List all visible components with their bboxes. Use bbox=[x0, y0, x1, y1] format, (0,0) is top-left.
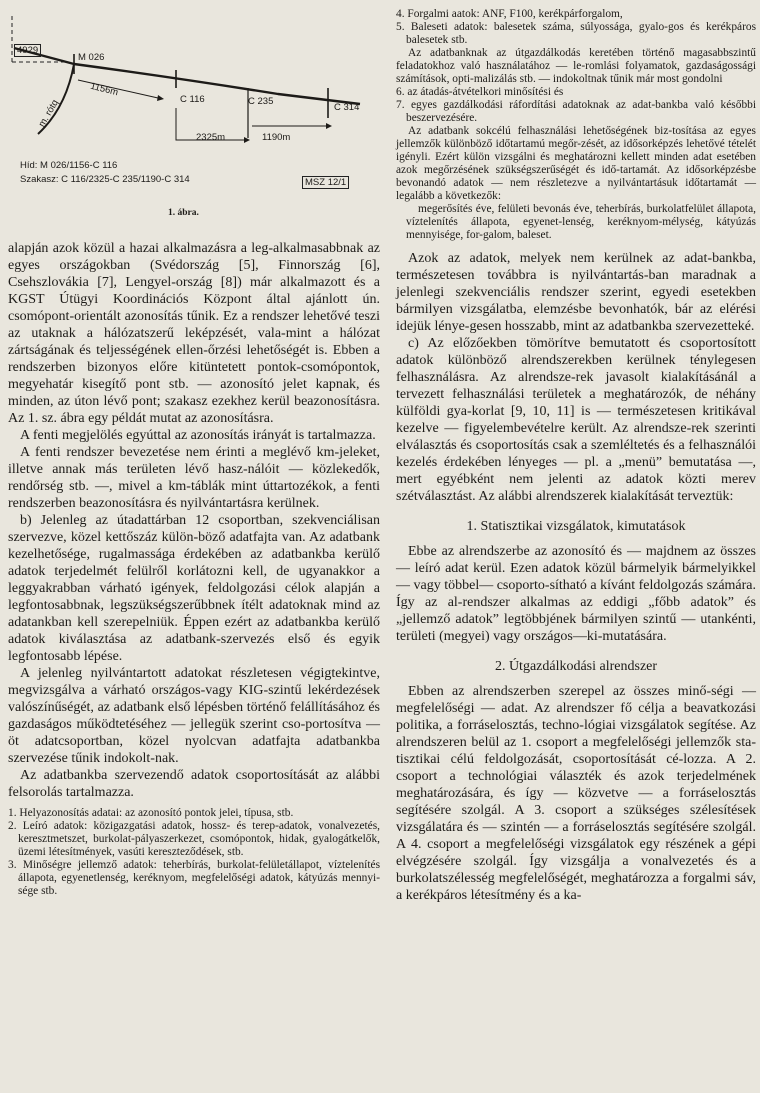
right-body bbox=[396, 250, 756, 904]
diagram-label-4929: 4929 bbox=[14, 44, 41, 57]
right-paragraph-1: Azok az adatok, melyek nem kerülnek az adat-bankba, természetesen továbbra is nyilvántartás-ban maradnak a jelenlegi szekvenciális rendszer szerint, egyedi esetekben bármilyen vizsgálatba, elemzésbe bevonhatók, bár az elérési idejük lénye-gesen hosszabb, mint az adatbankba szervezetteké. bbox=[396, 251, 756, 334]
right-column bbox=[396, 8, 756, 904]
diagram-label-m026: M 026 bbox=[78, 52, 105, 63]
diagram-legend-hid: Híd: M 026/1156-C 116 bbox=[20, 160, 118, 171]
right-paragraph-4: Ebben az alrendszerben szerepel az összes minő-ségi — megfelelőségi — adat. Az alrendszer fő célja a beavatkozási politika, a forráselosztás, techno-lógiai vizsgálatok segítése. Az alrendszeren belül az 1. csoport a megfelelőségi jellemzők sta-tisztikai célú feldolgozását, csoportosítását cé-lozza. A 2. csoport a technológiai választék és azok terjedelmének meghatározására, és így — közvetve — a forráselosztás segítésére szolgál. A 3. csoport a szükséges szélesítések vizsgálatára és — szintén — a forráselosztás segítésére szolgál. A 4. csoport a megfelelőségi vizsgálatok egy részének a gépi elvégzésére szolgál. Így vizsgálja a vonalvezetés és a burkolatszélesség megfelelőségét, meghatározza a forgalmi sáv, a kerékpáros létesítmény és a ka- bbox=[396, 684, 756, 903]
figure-1 bbox=[8, 8, 380, 216]
list-item: 6. az átadás-átvételkori minősítési és bbox=[396, 86, 564, 98]
right-small-paragraph-a: Az adatbanknak az útgazdálkodás keretében történő magasabbszintű feladatokhoz való használatához — le-romlási folyamatok, gazdaságossági számítások, opti-malizálás stb. — indokoltnak tűnik már most gondolni bbox=[396, 47, 756, 85]
left-paragraph-4: b) Jelenleg az útadattárban 12 csoportban, szekvenciálisan szervezve, közel kettőszáz külön-böző adatfajta van. Az adatbank kezelhetősége, rugalmassága érdekében az adatbankba kerülő adatok terjedelmét felülről korlátozni kell, de ugyanakkor a leggyakrabban várható igények, feldolgozási célok alapján a legfontosabbnak, legszükségszerűbbnek ítélt adatoknak mind az adatankban kell szerepelniük. Éppen ezért az adatbankba kerülő adatok kiválasztása az adatbank-szervezés első és egyik legfontosabb lépése. bbox=[8, 513, 380, 664]
diagram-label-c314: C 314 bbox=[334, 102, 360, 113]
diagram-label-msz: MSZ 12/1 bbox=[302, 176, 349, 189]
diagram-label-2325m: 2325m bbox=[196, 132, 226, 143]
diagram-label-1156m: 1156m bbox=[89, 80, 120, 99]
diagram-label-c235: C 235 bbox=[248, 96, 274, 107]
list-item: 5. Baleseti adatok: balesetek száma, súlyossága, gyalo-gos és kerékpáros balesetek stb. bbox=[396, 21, 756, 46]
right-small-paragraph-b: Az adatbank sokcélú felhasználási lehetőségének biz-tosítása az egyes jellemzők különböző időtartamú megőr-zését, az idősorképzés lehetővé tételét igényli. Ezért külön vizsgálni és meghatározni kellett minden adat esetében azok megőrzésének szükségszerűségét és idő-tartamát. Az idősorképzésbe bevonandó adatok — nem részletezve a nyilvántartásuk időtartamát — legalább a következők: bbox=[396, 125, 756, 202]
left-paragraph-3: A fenti rendszer bevezetése nem érinti a meglévő km-jeleket, illetve annak más területen lévő hasz-nálóit — közlekedők, rendőrség stb. —, mivel a km-táblák mint úttartozékok, a fenti rendszerben beazonosításra és nyilvántartásra kerülnek. bbox=[8, 445, 380, 511]
section-heading-2: 2. Útgazdálkodási alrendszer bbox=[494, 659, 658, 674]
right-paragraph-2: c) Az előzőekben tömörítve bemutatott és csoportosított adatok különböző alrendszerekben kerülnek ténylegesen felhasználásra. Az alrendsze-rek javasolt kialakításánál a tervezett felhasználási területek a meghatározók, de néhány külföldi gya-korlat [9, 10, 11] is — természetesen kritikával kezelve — figyelembevételre került. Az alrendsze-rek szerinti elválasztás és csoportosítás csak a szemléltetés és a felhasználói kezelés érdekében lényeges — pl. a „menü” bemutatása —, mert egyébként nem jelenti az adatok közti merev szétválasztást. Az alábbi alrendszerek kialakítását terveztük: bbox=[396, 336, 756, 504]
left-paragraph-1: alapján azok közül a hazai alkalmazásra a leg-alkalmasabbnak az egyes országokban (Svédország [5], Finnország [6], Csehszlovákia [7], Lengyel-ország [8]) már alkalmazott és a KGST Útügyi Koordinációs Központ által ajánlott ún. csomópont-orientált azonosítás tűnik. Ez a rendszer lehetővé teszi az utaknak a hálózatszerű leképzését, vala-mint a hálózat zártságának és teljességének ellen-őrzési lehetőségét is. Ebben a rendszerben bizonyos előre kitüntetett pontok-csomópontok, megyehatár kisegítő pont stb. — azonosító jelet kapnak, és minden, az úton lévő pont; szakasz ezekhez kerül beazonosításra. Az 1. sz. ábra egy példát mutat az azonosításra. bbox=[8, 241, 380, 426]
left-paragraph-2: A fenti megjelölés egyúttal az azonosítás irányát is tartalmazza. bbox=[20, 428, 376, 443]
list-item: 2. Leíró adatok: közigazgatási adatok, hossz- és terep-adatok, vonalvezetés, keresztmetszet, burkolat-pályaszerkezet, csomópontok, hidak, gyalogátkelők, üzemi létesítmények, vasúti kereszteződések, stb. bbox=[8, 820, 380, 858]
left-paragraph-6: Az adatbankba szervezendő adatok csoportosítását az alábbi felsorolás tartalmazza. bbox=[8, 768, 380, 800]
list-item: 7. egyes gazdálkodási ráfordítási adatoknak az adat-bankba való későbbi beszervezésére. bbox=[396, 99, 756, 124]
section-heading-1: 1. Statisztikai vizsgálatok, kimutatások bbox=[466, 519, 686, 534]
figure-caption: 1. ábra. bbox=[168, 208, 199, 218]
right-paragraph-3: Ebbe az alrendszerbe az azonosító és — majdnem az összes — leíró adat kerül. Ezen adatok közül bármelyik bármelyikkel — vagy többel— csoporto-sítható a kívánt feldolgozás számára. Így az al-rendszer alkalmas az eddigi „főbb adatok” és „jellemző adatok” legtöbbjének bármilyen szintű — utankénti, területi (megyei) vagy országos—ki-mutatására. bbox=[396, 544, 757, 644]
diagram-label-1190m: 1190m bbox=[262, 132, 291, 143]
list-item: 1. Helyazonosítás adatai: az azonosító pontok jelei, típusa, stb. bbox=[8, 807, 294, 819]
left-paragraph-5: A jelenleg nyilvántartott adatokat részletesen végigtekintve, megvizsgálva a várható országos-vagy KIG-szintű lekérdezések valószínűségét, az adatbank első lépésben történő felállításához és gazdaságos működtetéséhez — jellegük szerint cso-portosítva — öt adatcsoportban, közel nyolcvan adatfajta adatbankba szervezése tűnik indokolt-nak. bbox=[8, 666, 380, 766]
left-column bbox=[8, 8, 380, 898]
right-small-paragraph-c: megerősítés éve, felületi bevonás éve, teherbírás, burkolatfelület állapota, víztelenítés állapota, egyenet-lenség, keréknyom-mélység, kátyúzás mennyisége, for-galom, baleset. bbox=[406, 203, 756, 241]
diagram-label-road: m. rótq bbox=[36, 97, 61, 130]
list-item: 3. Minőségre jellemző adatok: teherbírás, burkolat-felületállapot, víztelenítés állapota, egyenetlenség, keréknyom, megfelelőségi adatok, kátyúzás mennyi-sége stb. bbox=[8, 859, 380, 897]
diagram-label-c116: C 116 bbox=[180, 94, 205, 105]
right-list-block bbox=[396, 8, 756, 242]
list-item: 4. Forgalmi aatok: ANF, F100, kerékpárforgalom, bbox=[396, 8, 623, 20]
left-body bbox=[8, 240, 380, 801]
data-group-list bbox=[8, 807, 380, 898]
diagram-legend-szakasz: Szakasz: C 116/2325-C 235/1190-C 314 bbox=[20, 174, 190, 185]
